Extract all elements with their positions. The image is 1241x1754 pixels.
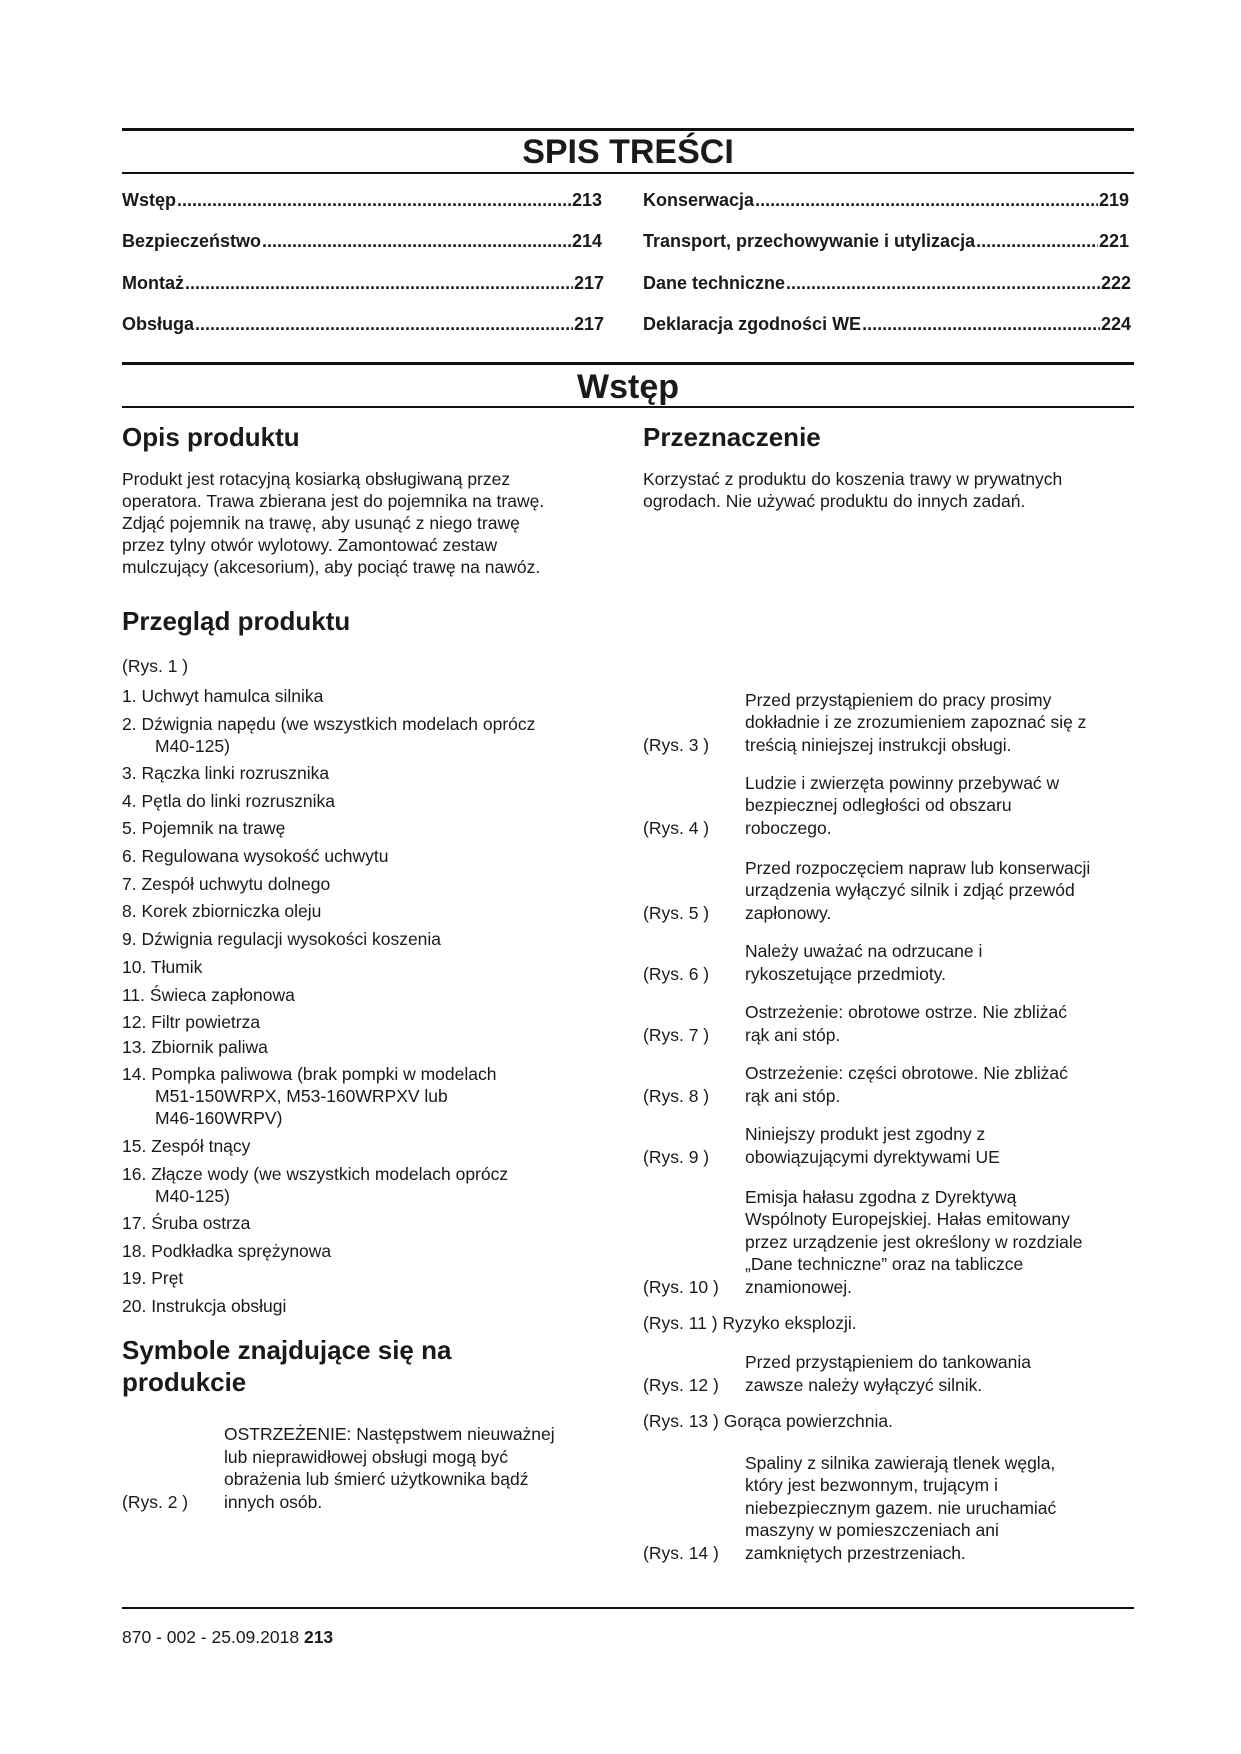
symbol-entry: (Rys. 9 ) Niniejszy produkt jest zgodny z obowiązującymi dyrektywami UE (643, 1124, 1000, 1167)
symbol-entry: (Rys. 2 ) OSTRZEŻENIE: Następstwem nieuważnej lub nieprawidłowej obsługi mogą być obrażenia lub śmierć użytkownika bądź innych osób. (122, 1424, 555, 1512)
przeznaczenie-paragraph: Korzystać z produktu do koszenia trawy w prywatnych ogrodach. Nie używać produktu do innych zadań. (643, 469, 1063, 511)
przeglad-figure-ref: (Rys. 1 ) (122, 656, 189, 676)
przeznaczenie-heading: Przeznaczenie (643, 422, 821, 452)
symbol-entry: (Rys. 14 ) Spaliny z silnika zawierają tlenek węgla, który jest bezwonnym, trującym i niebezpiecznym gazem. nie uruchamiać maszyny w pomieszczeniach ani zamkniętych przestrzeniach. (643, 1452, 1057, 1563)
list-item: 16. Złącze wody (we wszystkich modelach oprócz M40-125) (122, 1164, 509, 1206)
list-item: 12. Filtr powietrza (122, 1012, 261, 1032)
list-item: 5. Pojemnik na trawę (122, 818, 286, 838)
opis-heading: Opis produktu (122, 422, 300, 452)
toc-title: SPIS TREŚCI (522, 133, 734, 171)
section-top-rule (122, 362, 1134, 365)
footer-rule (122, 1607, 1134, 1609)
list-item: 10. Tłumik (122, 957, 203, 977)
list-item: 18. Podkładka sprężynowa (122, 1241, 332, 1261)
list-item: 14. Pompka paliwowa (brak pompki w modelach M51-150WRPX, M53-160WRPXV lub M46-160WRPV) (122, 1064, 497, 1128)
list-item: 15. Zespół tnący (122, 1136, 251, 1156)
section-title: Wstęp (577, 368, 679, 406)
toc-entry-dane-techniczne[interactable]: Dane techniczne ..... 222 (643, 270, 1131, 294)
toc-top-rule (122, 128, 1134, 131)
section-bottom-rule (122, 406, 1134, 408)
list-item: 3. Rączka linki rozrusznika (122, 763, 330, 783)
page-number: 213 (303, 1627, 334, 1647)
toc-entry-konserwacja[interactable]: Konserwacja ..... 219 (643, 187, 1129, 211)
symbol-entry: (Rys. 12 ) Przed przystąpieniem do tankowania zawsze należy wyłączyć silnik. (643, 1352, 1031, 1395)
list-item: 1. Uchwyt hamulca silnika (122, 686, 324, 706)
toc-entry-obsluga[interactable]: Obsługa ..... 217 (122, 311, 604, 335)
list-item: 6. Regulowana wysokość uchwytu (122, 846, 389, 866)
symbol-entry: (Rys. 10 ) Emisja hałasu zgodna z Dyrektywą Wspólnoty Europejskiej. Hałas emitowany przez urządzenie jest określony w rozdziale „Dane techniczne” oraz na tabliczce znamionowej. (643, 1186, 1083, 1297)
toc-entry-deklaracja[interactable]: Deklaracja zgodności WE ..... 224 (643, 311, 1131, 335)
przeglad-heading: Przegląd produktu (122, 606, 351, 636)
list-item: 20. Instrukcja obsługi (122, 1296, 287, 1316)
symbol-entry: (Rys. 4 ) Ludzie i zwierzęta powinny przebywać w bezpiecznej odległości od obszaru roboczego. (643, 772, 1060, 838)
toc-entry-bezpieczenstwo[interactable]: Bezpieczeństwo ..... 214 (122, 228, 602, 252)
list-item: 9. Dźwignia regulacji wysokości koszenia (122, 929, 442, 949)
symbol-entry: (Rys. 7 ) Ostrzeżenie: obrotowe ostrze. Nie zbliżać rąk ani stóp. (643, 1002, 1067, 1045)
list-item: 11. Świeca zapłonowa (122, 985, 295, 1005)
symbol-entry: (Rys. 3 ) Przed przystąpieniem do pracy prosimy dokładnie i ze zrozumieniem zapoznać się z treścią niniejszej instrukcji obsługi. (643, 689, 1087, 755)
page-footer: 870 - 002 - 25.09.2018 213 (122, 1627, 334, 1647)
list-item: 8. Korek zbiorniczka oleju (122, 901, 322, 921)
symbol-entry: (Rys. 6 ) Należy uważać na odrzucane i rykoszetujące przedmioty. (643, 941, 983, 984)
list-item: 4. Pętla do linki rozrusznika (122, 791, 336, 811)
symbol-entry: (Rys. 11 ) Ryzyko eksplozji. (643, 1313, 857, 1333)
list-item: 13. Zbiornik paliwa (122, 1037, 268, 1057)
list-item: 7. Zespół uchwytu dolnego (122, 874, 331, 894)
symbole-heading: Symbole znajdujące się na produkcie (122, 1335, 452, 1397)
toc-entry-montaz[interactable]: Montaż ..... 217 (122, 270, 604, 294)
list-item: 19. Pręt (122, 1268, 184, 1288)
toc-bottom-rule (122, 172, 1134, 174)
toc-entry-wstep[interactable]: Wstęp ..... 213 (122, 187, 602, 211)
symbol-entry: (Rys. 13 ) Gorąca powierzchnia. (643, 1411, 893, 1431)
list-item: 17. Śruba ostrza (122, 1213, 251, 1233)
toc-entry-transport[interactable]: Transport, przechowywanie i utylizacja ..... 221 (643, 228, 1129, 252)
symbol-entry: (Rys. 5 ) Przed rozpoczęciem napraw lub konserwacji urządzenia wyłączyć silnik i zdjąć przewód zapłonowy. (643, 857, 1091, 923)
list-item: 2. Dźwignia napędu (we wszystkich modelach oprócz M40-125) (122, 714, 536, 756)
symbol-entry: (Rys. 8 ) Ostrzeżenie: części obrotowe. Nie zbliżać rąk ani stóp. (643, 1063, 1068, 1106)
opis-paragraph: Produkt jest rotacyjną kosiarką obsługiwaną przez operatora. Trawa zbierana jest do pojemnika na trawę. Zdjąć pojemnik na trawę, aby usunąć z niego trawę przez tylny otwór wylotowy. Zamontować zestaw mulczujący (akcesorium), aby pociąć trawę na nawóz. (122, 469, 545, 577)
